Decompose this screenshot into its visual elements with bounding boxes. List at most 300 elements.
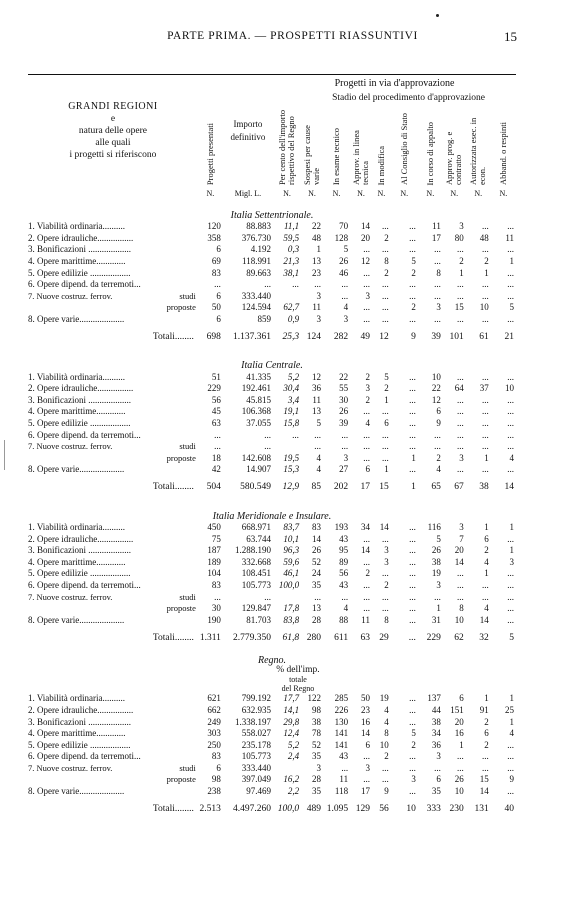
row-label: 1. Viabilità ordinaria.......... [28,371,126,382]
data-row [28,751,516,763]
nota-line: totale [289,675,307,685]
group-header: Progetti in via d'approvazione [334,77,455,89]
row-label: 6. Opere dipend. da terremoti... [28,751,141,762]
cell-value: ... [482,371,489,382]
cell-value: 88 [339,614,349,625]
cell-value: 1.288.190 [234,545,271,556]
cell-value: 75 [211,533,221,544]
cell-value: 11,1 [284,221,300,232]
col-head-percent-text: Per cento dell'importo rispettivo del Regno [277,109,297,185]
cell-value: 98 [311,704,321,715]
cell-value: ... [363,429,370,440]
section-title: Italia Settentrionale. [230,210,314,221]
cell-value: 1 [484,267,489,278]
cell-value: 14 [311,533,321,544]
cell-value: 9 [509,774,514,785]
sub-label: studi [179,591,196,602]
cell-value: 2 [384,232,389,243]
regions-header-l4: alle quali [95,138,131,148]
section-title-row [28,349,516,371]
cell-value: ... [381,290,389,301]
col-head-approv-contratto-text: Approv. prog. e contratto [444,131,464,185]
cell-value: 20 [454,716,464,727]
cell-value: 0,3 [287,244,300,255]
stadio-header: Stadio del procedimento d'approvazione [332,93,485,103]
cell-value: 124.594 [241,302,271,313]
cell-value: 14 [360,545,370,556]
cell-value: ... [381,591,389,602]
cell-value: 89 [339,556,349,567]
cell-value: 3 [365,383,370,394]
cell-value [273,441,301,453]
cell-value: ... [409,441,416,452]
cell-value: 5 [411,728,416,739]
cell-value: ... [434,429,441,440]
cell-value: ... [457,371,464,382]
sub-label: studi [179,441,196,452]
col-head-consiglio-stato [391,105,418,187]
cell-value: 35 [431,786,441,797]
cell-value: 95 [339,545,349,556]
cell-value: ... [409,244,416,255]
cell-value: ... [457,751,464,762]
cell-value: 142.608 [241,452,271,463]
cell-value: 38,1 [283,267,300,278]
cell-value: ... [363,441,370,452]
cell-value: 106.368 [241,406,271,417]
cell-value: 62 [454,632,464,643]
cell-value: 83 [211,579,221,590]
cell-value: ... [381,452,389,463]
cell-value: 1 [484,693,489,704]
cell-value: 8 [384,256,389,267]
cell-value: ... [409,429,416,440]
cell-value: 98 [211,774,221,785]
cell-value: ... [482,591,489,602]
row-label: 1. Viabilità ordinaria.......... [28,221,126,232]
col-head-corso-appalto [418,105,443,187]
row-label: 5. Opere edilizie .................. [28,267,131,278]
cell-value: ... [341,279,349,290]
row-label: 8. Opere varie.................... [28,464,125,475]
data-row [28,614,516,626]
cell-value: 30 [211,603,221,614]
cell-value: 137 [427,693,441,704]
cell-value: 9 [411,331,416,342]
cell-value: ... [381,774,389,785]
cell-value: 62,7 [283,302,300,313]
data-row [28,522,516,534]
cell-value: 118 [334,786,349,797]
unit-label: N. [308,188,316,198]
cell-value: ... [434,256,441,267]
cell-value: 1 [384,394,389,405]
cell-value: ... [482,762,489,773]
cell-value: 129.847 [241,603,271,614]
cell-value: 6 [216,314,221,325]
cell-value: 6 [436,406,441,417]
cell-value: 3 [459,221,464,232]
cell-value: ... [314,441,321,452]
cell-value: ... [381,279,389,290]
cell-value: ... [381,406,389,417]
cell-value: 229 [426,632,441,643]
cell-value: 23 [311,267,321,278]
page-number: 15 [504,29,517,44]
cell-value: ... [409,394,416,405]
section-title: Italia Centrale. [241,360,303,372]
cell-value: 238 [207,786,221,797]
row-label: 7. Nuove costruz. ferrov. studi [28,591,196,602]
row-label: 1. Viabilità ordinaria.......... [28,521,126,532]
col-head-esame-tecnico [323,105,350,187]
cell-value [273,291,301,303]
cell-value: ... [507,221,514,232]
cell-value: 10 [505,383,514,394]
cell-value: 1 [509,693,514,704]
cell-value: ... [507,591,514,602]
cell-value: 229 [207,383,221,394]
cell-value: 40 [504,803,514,814]
section-title-row [28,199,516,221]
cell-value: 2 [384,751,389,762]
col-head-approv-linea-tecnica-text: Approv. in linea tecnica [351,130,371,185]
cell-value: ... [507,371,514,382]
cell-value: ... [214,441,221,452]
row-label: 7. Nuove costruz. ferrov. studi [28,290,196,301]
cell-value: 6 [216,244,221,255]
cell-value: ... [341,591,349,602]
cell-value: ... [409,786,416,797]
cell-value: 2.779.350 [232,632,271,643]
row-label: 4. Opere marittime............. [28,256,126,267]
sub-label: proposte [166,452,196,463]
row-label [28,302,198,314]
cell-value: 558.027 [241,728,271,739]
cell-value: 16,2 [283,774,300,785]
cell-value: 3 [343,452,349,463]
cell-value: 3,4 [287,394,300,405]
sub-label: studi [179,762,196,773]
cell-value: 42 [211,464,221,475]
cell-value: ... [409,221,416,232]
cell-value: ... [482,314,489,325]
cell-value: ... [363,452,370,463]
data-row [28,267,516,279]
cell-value: 14,1 [283,704,300,715]
cell-value: 31 [431,614,441,625]
cell-value: 56 [379,803,389,814]
col-head-esec-economia [466,105,491,187]
cell-value: ... [457,290,464,301]
cell-value: 5 [436,533,441,544]
cell-value: 5 [316,418,321,429]
data-row-ferrov-studi [28,591,516,603]
cell-value: 2 [365,371,370,382]
cell-value: 11 [361,614,370,625]
unit-label: N. [357,188,365,198]
cell-value: 96,3 [283,545,300,556]
cell-value: ... [381,441,389,452]
cell-value: 83 [211,751,221,762]
section-title: Regno. [257,655,287,667]
cell-value: 193 [334,521,349,532]
cell-value: 2 [384,383,389,394]
cell-value: ... [434,314,441,325]
cell-value: 14.907 [246,464,271,475]
cell-value: ... [507,614,514,625]
data-row [28,418,516,430]
col-head-esame-tecnico-text: In esame tecnico [331,127,342,185]
cell-value: ... [409,279,416,290]
cell-value: 5 [411,256,416,267]
cell-value: ... [408,632,416,643]
col-head-in-modifica [372,105,391,187]
cell-value: ... [457,418,464,429]
cell-value: 69 [211,256,221,267]
section-title-row [28,650,516,666]
data-row [28,705,516,717]
margin-mark [4,440,5,470]
cell-value: 100,0 [277,803,300,814]
cell-value: ... [214,429,221,440]
data-row [28,406,516,418]
cell-value: 189 [207,556,221,567]
cell-value: ... [363,302,370,313]
regions-header-l5: i progetti si riferiscono [69,150,157,160]
cell-value: 26 [311,545,321,556]
cell-value: ... [409,568,416,579]
cell-value: 34 [360,521,370,532]
cell-value: ... [314,591,321,602]
cell-value: 2 [411,302,416,313]
cell-value: ... [409,751,416,762]
cell-value: 25 [505,704,514,715]
cell-value: ... [457,394,464,405]
unit-label: N. [499,188,508,198]
cell-value: ... [507,406,514,417]
cell-value: 10 [379,739,389,750]
cell-value: 26 [454,774,464,785]
cell-value: 611 [334,632,349,643]
cell-value: 1 [509,521,514,532]
cell-value: ... [214,279,221,290]
cell-value: 29,8 [283,716,300,727]
cell-value: ... [482,579,489,590]
unit-label: N. [450,188,459,198]
cell-value: ... [409,290,416,301]
cell-value: 41.335 [246,371,271,382]
cell-value: 130 [334,716,349,727]
cell-value: 10 [431,371,441,382]
data-row [28,256,516,268]
running-head [0,30,585,48]
row-label: 3. Bonificazioni ................... [28,244,131,255]
data-row [28,314,516,326]
cell-value: 1.338.197 [234,716,271,727]
cell-value: ... [264,429,271,440]
cell-value: 6 [365,739,370,750]
cell-value: 80 [454,232,464,243]
data-row-ferrov-proposte [28,302,516,314]
row-label: 4. Opere marittime............. [28,556,126,567]
col-head-importo-l1: Importo [233,119,263,129]
cell-value: 17,7 [283,693,300,704]
cell-value: 38 [431,716,441,727]
nota-row [28,666,516,693]
row-label: 5. Opere edilizie .................. [28,739,131,750]
cell-value: ... [482,406,489,417]
cell-value: ... [482,221,489,232]
cell-value: ... [507,441,514,452]
unit-label: N. [206,188,215,198]
cell-value: 4 [436,464,441,475]
cell-value: 24 [311,568,321,579]
cell-value: 55 [339,383,349,394]
cell-value: 3 [365,762,370,773]
row-label: 2. Opere idrauliche................ [28,533,134,544]
cell-value: 30,4 [283,383,300,394]
cell-value: 4 [343,603,349,614]
total-row [28,476,516,500]
unit-label: N. [474,188,483,198]
cell-value: 3 [459,452,464,463]
cell-value: ... [409,533,416,544]
cell-value: 9 [384,786,389,797]
cell-value: 85 [311,482,321,493]
cell-value: 17 [431,232,441,243]
unit-label: N. [332,188,341,198]
cell-value: ... [341,429,349,440]
cell-value: ... [409,314,416,325]
cell-value: 14 [360,221,370,232]
cell-value: ... [214,591,221,602]
cell-value: 27 [339,464,349,475]
cell-value: 16 [454,728,464,739]
cell-value: 83,8 [283,614,300,625]
cell-value: 45 [211,406,221,417]
cell-value: 122 [307,693,321,704]
cell-value: ... [457,762,464,773]
cell-value: ... [409,545,416,556]
cell-value: 4 [484,556,489,567]
cell-value: 10 [406,803,416,814]
unit-label: N. [400,188,409,198]
cell-value: 14 [379,521,389,532]
cell-value: 23 [360,704,370,715]
cell-value: 6 [384,418,389,429]
cell-value: 1.095 [326,803,349,814]
data-row-ferrov-proposte [28,774,516,786]
cell-value: 8 [459,603,464,614]
cell-value: 1 [411,482,416,493]
cell-value: 6 [365,464,370,475]
data-row [28,221,516,233]
cell-value: 332.668 [241,556,271,567]
cell-value: 10,1 [283,533,300,544]
data-row [28,279,516,291]
cell-value: 5,2 [287,739,300,750]
cell-value: 118.991 [242,256,271,267]
cell-value: 376.730 [241,232,271,243]
cell-value: 333.440 [241,290,271,301]
running-head-title: PARTE PRIMA. — PROSPETTI RIASSUNTIVI [167,30,418,42]
cell-value: 30 [339,394,349,405]
cell-value: 12 [431,394,441,405]
cell-value: 63.744 [246,533,271,544]
cell-value: 1 [436,603,441,614]
nota-line: % dell'imp. [276,665,320,676]
cell-value: 282 [333,331,349,342]
section-title: Italia Meridionale e Insulare. [212,510,332,522]
cell-value: 226 [334,704,349,715]
cell-value: ... [381,568,389,579]
cell-value: ... [409,579,416,590]
cell-value: 303 [207,728,221,739]
cell-value: 285 [334,693,349,704]
row-label: 1. Viabilità ordinaria.......... [28,693,126,704]
cell-value: 3 [459,521,464,532]
total-row [28,325,516,349]
cell-value: 59,6 [283,556,300,567]
col-head-abbandonati-text: Abband. o respinti [497,121,508,185]
cell-value: 2 [365,394,370,405]
cell-value: 151 [450,704,464,715]
cell-value: 3 [343,314,349,325]
row-label: Totali........ [152,331,194,342]
cell-value: ... [409,556,416,567]
cell-value: 15,3 [283,464,300,475]
cell-value: 4 [384,704,389,715]
cell-value: ... [264,279,271,290]
cell-value: 187 [207,545,221,556]
col-head-presentati [198,75,223,188]
cell-value: 504 [206,482,221,493]
row-label: 3. Bonificazioni ................... [28,716,131,727]
cell-value: 26 [431,545,441,556]
col-head-abbandonati [491,105,516,187]
cell-value: 32 [479,632,489,643]
cell-value: 67 [454,482,464,493]
cell-value: 10 [454,614,464,625]
col-head-importo [223,75,273,188]
cell-value: 3 [316,762,321,773]
cell-value: 63 [211,418,221,429]
cell-value: 91 [479,704,489,715]
cell-value: 2 [484,545,489,556]
cell-value: 11 [505,232,514,243]
data-row-ferrov-proposte [28,453,516,465]
cell-value: 6 [459,693,464,704]
cell-value: 141 [334,739,349,750]
cell-value: 2 [384,579,389,590]
cell-value: ... [341,441,349,452]
cell-value: 19 [431,568,441,579]
cell-value: 1.311 [199,632,221,643]
cell-value: 8 [436,267,441,278]
cell-value: 3 [384,556,389,567]
cell-value: 2 [484,739,489,750]
cell-value: ... [507,533,514,544]
cell-value: 4.497.260 [232,803,271,814]
cell-value: 3 [436,579,441,590]
cell-value: ... [507,579,514,590]
cell-value: 19 [379,693,389,704]
cell-value: ... [507,464,514,475]
cell-value: ... [457,406,464,417]
cell-value: ... [381,603,389,614]
cell-value: ... [482,429,489,440]
